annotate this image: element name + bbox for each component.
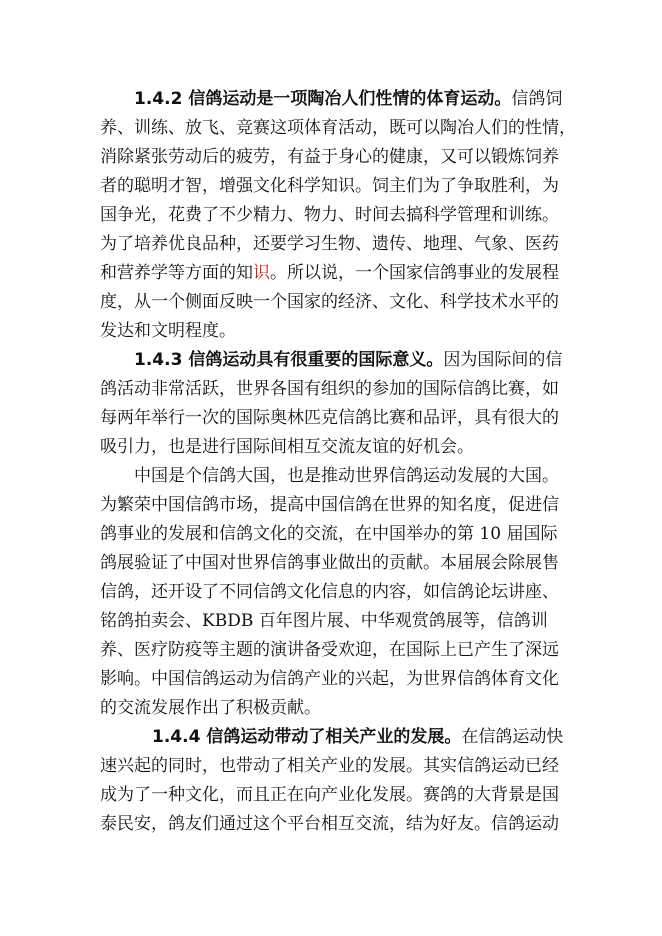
paragraph-line: 鸽事业的发展和信鸽文化的交流，在中国举办的第 10 届国际 [100,524,558,544]
paragraph-line: 信鸽，还开设了不同信鸽文化信息的内容，如信鸽论坛讲座、 [100,582,559,602]
paragraph-line [152,724,563,750]
paragraph-line [134,347,562,373]
paragraph-line: 的交流发展作出了积极贡献。 [100,698,321,718]
section-heading-1-4-3: 1.4.3 信鸽运动具有很重要的国际意义。 [134,350,444,370]
paragraph-line: 者的聪明才智，增强文化科学知识。饲主们为了争取胜利，为 [100,176,559,196]
paragraph-line: 泰民安，鸽友们通过这个平台相互交流，结为好友。信鸽运动 [100,814,559,834]
paragraph-line: 为了培养优良品种，还要学习生物、遗传、地理、气象、医药 [100,234,559,254]
paragraph-line: 度，从一个侧面反映一个国家的经济、文化、科学技术水平的 [100,292,559,312]
paragraph-line: 影响。中国信鸽运动为信鸽产业的兴起，为世界信鸽体育文化 [100,669,559,689]
paragraph-line: 鸽展验证了中国对世界信鸽事业做出的贡献。本届展会除展售 [100,553,559,573]
paragraph-line: 为繁荣中国信鸽市场，提高中国信鸽在世界的知名度，促进信 [100,495,559,515]
paragraph-line [100,260,559,286]
paragraph-text: 和营养学等方面的知 [100,263,253,283]
highlighted-character: 识 [253,263,270,283]
paragraph-line: 铭鸽拍卖会、KBDB 百年图片展、中华观赏鸽展等，信鸽训 [100,611,548,631]
paragraph-line [134,86,562,112]
paragraph-text: 信鸽饲 [511,89,563,109]
section-heading-1-4-4: 1.4.4 信鸽运动带动了相关产业的发展。 [152,727,462,747]
paragraph-line: 吸引力，也是进行国际间相互交流友谊的好机会。 [100,437,474,457]
paragraph-line: 消除紧张劳动后的疲劳，有益于身心的健康，又可以锻炼饲养 [100,147,559,167]
paragraph-line: 发达和文明程度。 [100,321,236,341]
paragraph-line: 养、训练、放飞、竞赛这项体育活动，既可以陶冶人们的性情， [100,118,576,138]
paragraph-text: 在信鸽运动快 [461,727,564,747]
paragraph-text: 因为国际间的信 [443,350,563,370]
section-heading-1-4-2: 1.4.2 信鸽运动是一项陶冶人们性情的体育运动。 [134,89,512,109]
paragraph-line: 速兴起的同时，也带动了相关产业的发展。其实信鸽运动已经 [100,756,559,776]
paragraph-line: 每两年举行一次的国际奥林匹克信鸽比赛和品评，具有很大的 [100,408,559,428]
paragraph-line: 养、医疗防疫等主题的演讲备受欢迎，在国际上已产生了深远 [100,640,559,660]
paragraph-line: 成为了一种文化，而且正在向产业化发展。赛鸽的大背景是国 [100,785,559,805]
paragraph-text: 。所以说，一个国家信鸽事业的发展程 [270,263,559,283]
paragraph-line: 国争光，花费了不少精力、物力、时间去搞科学管理和训练。 [100,205,559,225]
paragraph-line: 中国是个信鸽大国，也是推动世界信鸽运动发展的大国。 [134,466,559,486]
paragraph-line: 鸽活动非常活跃，世界各国有组织的参加的国际信鸽比赛，如 [100,379,559,399]
